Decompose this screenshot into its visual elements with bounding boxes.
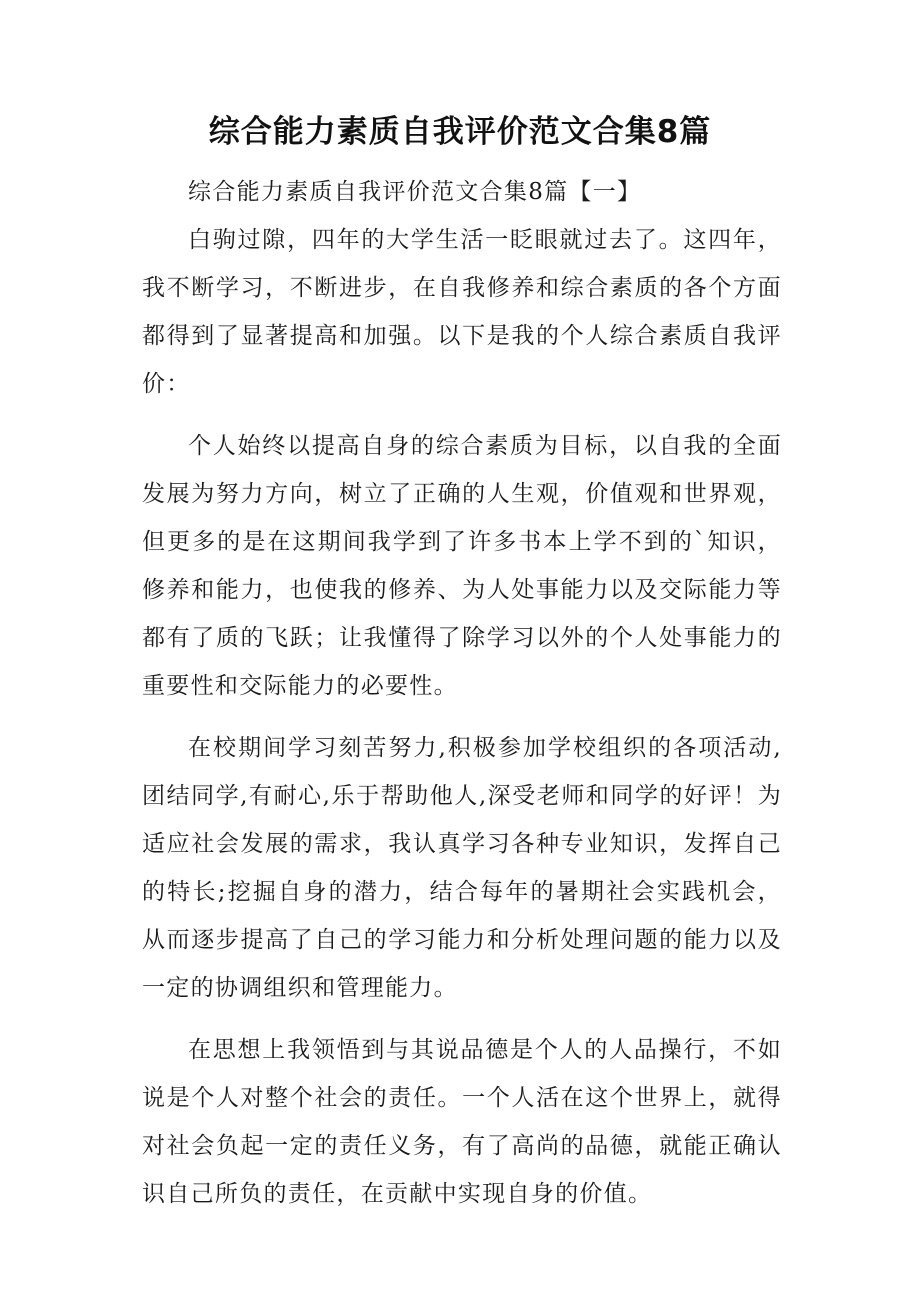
paragraph-2: 个人始终以提高自身的综合素质为目标，以自我的全面发展为努力方向，树立了正确的人生观，价值观和世界观，但更多的是在这期间我学到了许多书本上学不到的`知识，修养和能力，也使我的修养、为人处事能力以及交际能力等都有了质的飞跃；让我懂得了除学习以外的个人处事能力的重要性和交际能力的必要性。 [142, 433, 782, 699]
document-body [142, 168, 782, 1218]
section-heading: 综合能力素质自我评价范文合集8篇【一】 [188, 179, 642, 205]
paragraph-4: 在思想上我领悟到与其说品德是个人的人品操行，不如说是个人对整个社会的责任。一个人活在这个世界上，就得对社会负起一定的责任义务，有了高尚的品德，就能正确认识自己所负的责任，在贡献中实现自身的价值。 [142, 1037, 782, 1207]
paragraph-1: 白驹过隙，四年的大学生活一眨眼就过去了。这四年，我不断学习，不断进步，在自我修养和综合素质的各个方面都得到了显著提高和加强。以下是我的个人综合素质自我评价： [142, 227, 782, 397]
document-title: 综合能力素质自我评价范文合集8篇 [208, 114, 712, 150]
paragraph-3: 在校期间学习刻苦努力,积极参加学校组织的各项活动,团结同学,有耐心,乐于帮助他人,深受老师和同学的好评！为适应社会发展的需求，我认真学习各种专业知识，发挥自己的特长;挖掘自身的潜力，结合每年的暑期社会实践机会，从而逐步提高了自己的学习能力和分析处理问题的能力以及一定的协调组织和管理能力。 [142, 735, 782, 1001]
